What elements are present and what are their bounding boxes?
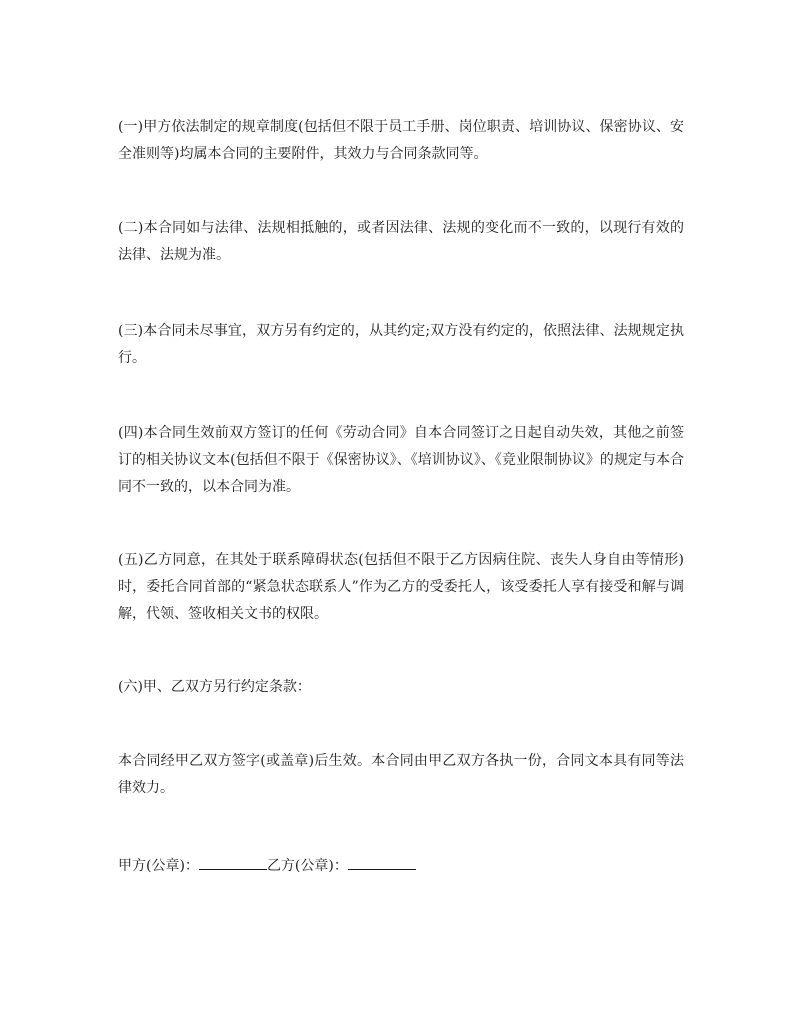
clause-5-paragraph: (五)乙方同意，在其处于联系障碍状态(包括但不限于乙方因病住院、丧失人身自由等情形)时，委托合同首部的“紧急状态联系人”作为乙方的受委托人，该受委托人享有接受和解与调解，代领、签收相关文书的权限。 [118,552,684,622]
party-b-seal-label: 乙方(公章)： [266,858,348,874]
clause-2-paragraph: (二)本合同如与法律、法规相抵触的，或者因法律、法规的变化而不一致的，以现行有效的法律、法规为准。 [118,220,684,263]
signature-line [118,851,416,880]
clause-1-paragraph: (一)甲方依法制定的规章制度(包括但不限于员工手册、岗位职责、培训协议、保密协议、安全准则等)均属本合同的主要附件，其效力与合同条款同等。 [118,119,684,162]
clause-3-paragraph: (三)本合同未尽事宜，双方另有约定的，从其约定;双方没有约定的，依照法律、法规规定执行。 [118,323,684,366]
party-b-signature-blank [348,851,416,870]
clause-6-paragraph: (六)甲、乙双方另行约定条款： [118,679,311,695]
party-a-seal-label: 甲方(公章)： [118,858,199,874]
party-a-signature-blank [199,851,267,870]
clause-4-paragraph: (四)本合同生效前双方签订的任何《劳动合同》自本合同签订之日起自动失效，其他之前签订的相关协议文本(包括但不限于《保密协议》、《培训协议》、《竞业限制协议》的规定与本合同不一致的，以本合同为准。 [118,425,684,495]
effectiveness-paragraph: 本合同经甲乙双方签字(或盖章)后生效。本合同由甲乙双方各执一份，合同文本具有同等法律效力。 [118,753,684,796]
